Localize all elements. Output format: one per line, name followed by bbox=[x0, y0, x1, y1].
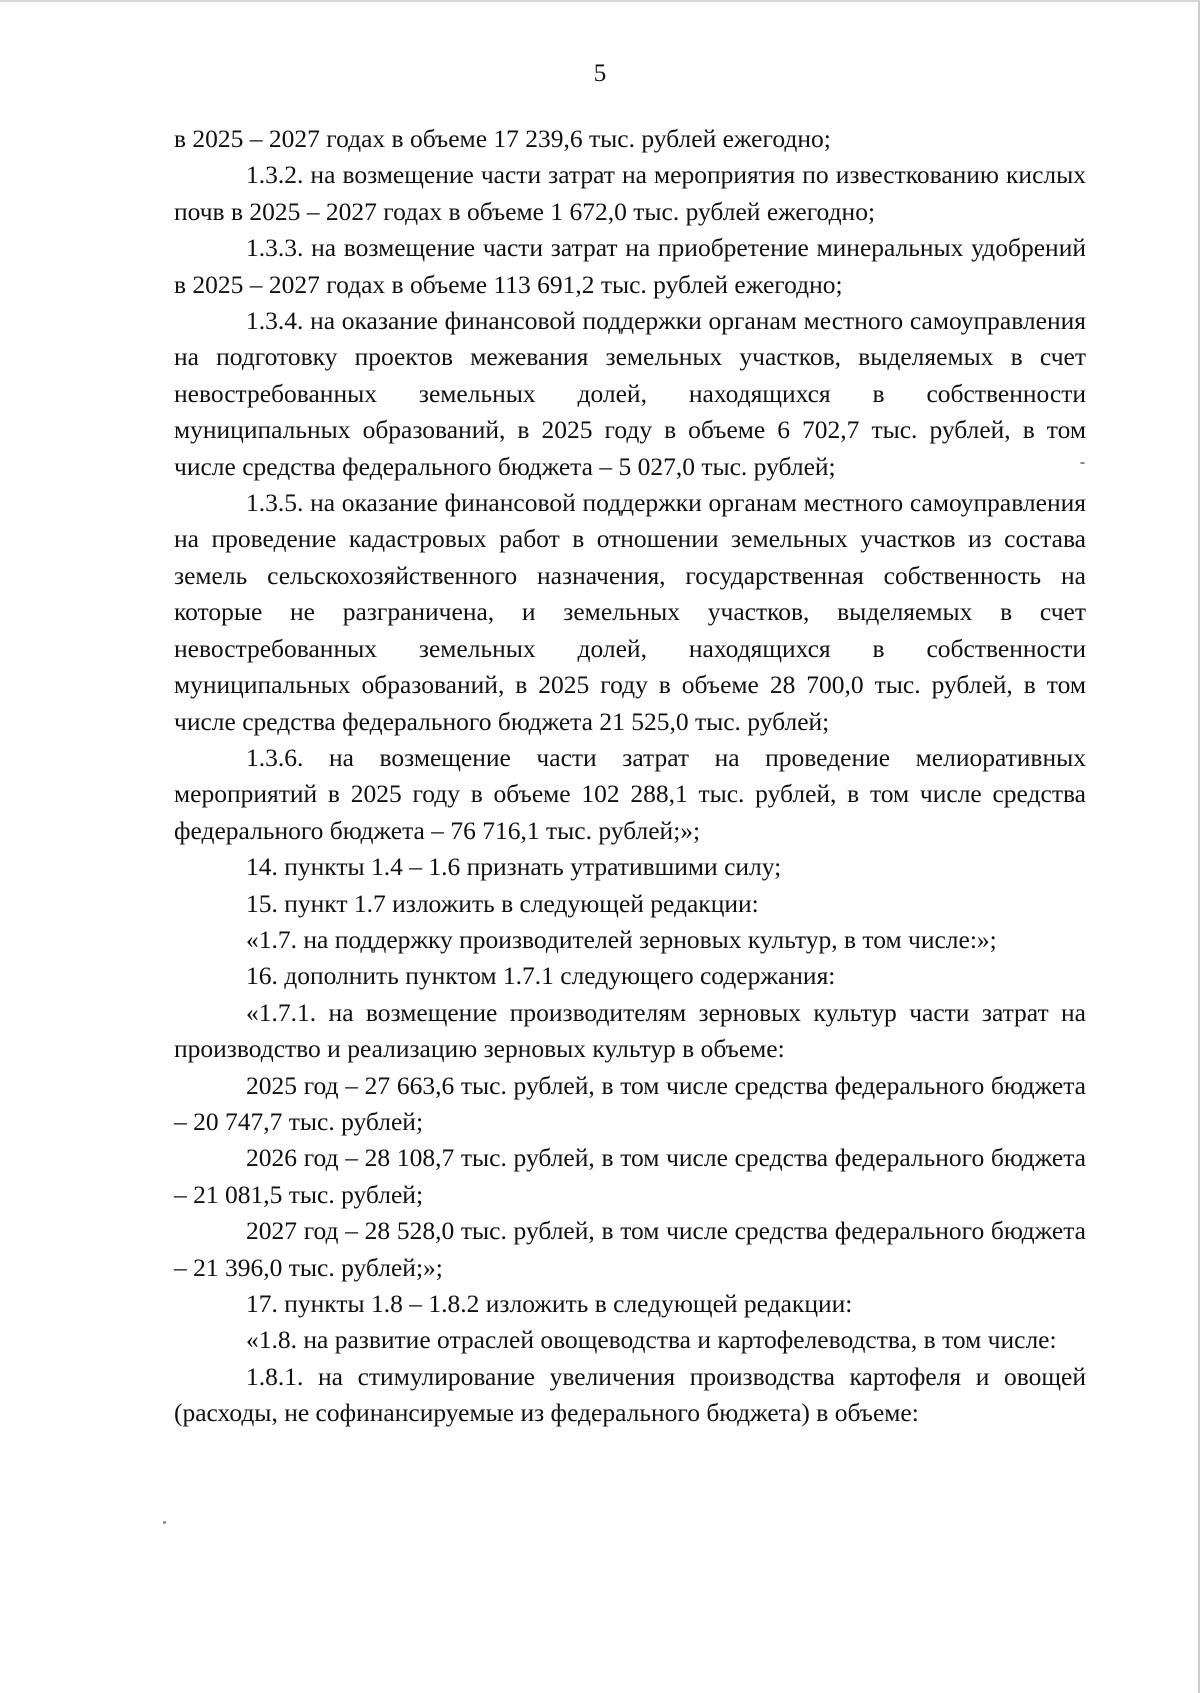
paragraph-1-3-5: 1.3.5. на оказание финансовой поддержки органам местного самоуправления на проведение кадастровых работ в отношении земельных участков из состава земель сельскохозяйственного назначения, государственная собственность на которые не разграничена, и земельных участков, выделяемых в счет невостребованных земельных долей, находящихся в собственности муниципальных образований, в 2025 году в объеме 28 700,0 тыс. рублей, в том числе средства федерального бюджета 21 525,0 тыс. рублей; bbox=[174, 488, 1086, 736]
paragraph-1-8: «1.8. на развитие отраслей овощеводства и картофелеводства, в том числе: bbox=[246, 1325, 1057, 1355]
paragraph-item-14: 14. пункты 1.4 – 1.6 признать утратившими силу; bbox=[246, 852, 782, 882]
paragraph-item-16: 16. дополнить пунктом 1.7.1 следующего содержания: bbox=[246, 961, 836, 991]
paragraph-1-8-1: 1.8.1. на стимулирование увеличения производства картофеля и овощей (расходы, не софинансируемые из федерального бюджета) в объеме: bbox=[174, 1361, 1086, 1428]
paragraph-1-3-6: 1.3.6. на возмещение части затрат на проведение мелиоративных мероприятий в 2025 году в объеме 102 288,1 тыс. рублей, в том числе средства федерального бюджета – 76 716,1 тыс. рублей;»; bbox=[174, 742, 1086, 845]
paragraph-continuation: в 2025 – 2027 годах в объеме 17 239,6 тыс. рублей ежегодно; bbox=[174, 124, 831, 153]
paragraph-item-15: 15. пункт 1.7 изложить в следующей редакции: bbox=[246, 888, 759, 918]
scan-speck bbox=[163, 1521, 166, 1524]
scan-top-edge bbox=[0, 0, 1200, 2]
paragraph-1-3-2: 1.3.2. на возмещение части затрат на мероприятия по известкованию кислых почв в 2025 – 2027 годах в объеме 1 672,0 тыс. рублей ежегодно; bbox=[174, 160, 1086, 226]
paragraph-1-7: «1.7. на поддержку производителей зерновых культур, в том числе:»; bbox=[246, 924, 997, 954]
document-body bbox=[174, 121, 1086, 1432]
paragraph-item-17: 17. пункты 1.8 – 1.8.2 изложить в следующей редакции: bbox=[246, 1289, 853, 1318]
paragraph-year-2027: 2027 год – 28 528,0 тыс. рублей, в том числе средства федерального бюджета – 21 396,0 тыс. рублей;»; bbox=[174, 1216, 1086, 1282]
page-number: 5 bbox=[593, 60, 607, 87]
paragraph-1-7-1: «1.7.1. на возмещение производителям зерновых культур части затрат на производство и реализацию зерновых культур в объеме: bbox=[174, 997, 1086, 1064]
paragraph-year-2026: 2026 год – 28 108,7 тыс. рублей, в том числе средства федерального бюджета – 21 081,5 тыс. рублей; bbox=[174, 1143, 1086, 1209]
paragraph-1-3-3: 1.3.3. на возмещение части затрат на приобретение минеральных удобрений в 2025 – 2027 годах в объеме 113 691,2 тыс. рублей ежегодно; bbox=[174, 233, 1086, 299]
paragraph-1-3-4: 1.3.4. на оказание финансовой поддержки органам местного самоуправления на подготовку проектов межевания земельных участков, выделяемых в счет невостребованных земельных долей, находящихся в собственности муниципальных образований, в 2025 году в объеме 6 702,7 тыс. рублей, в том числе средства федерального бюджета – 5 027,0 тыс. рублей; bbox=[174, 306, 1086, 481]
scan-speck bbox=[1080, 462, 1085, 464]
paragraph-year-2025: 2025 год – 27 663,6 тыс. рублей, в том числе средства федерального бюджета – 20 747,7 тыс. рублей; bbox=[174, 1070, 1086, 1136]
